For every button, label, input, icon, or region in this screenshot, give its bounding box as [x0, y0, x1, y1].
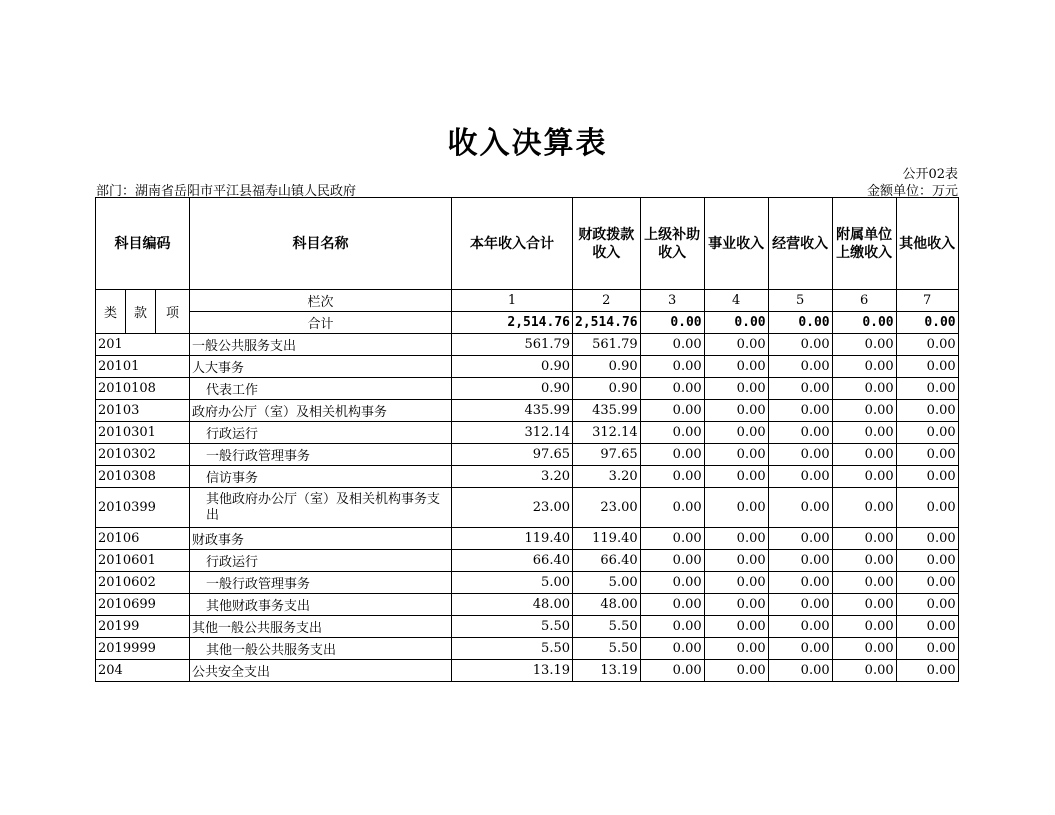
subject-name: 一般行政管理事务 — [190, 444, 452, 466]
header-name: 科目名称 — [190, 198, 452, 290]
amount-cell: 5.50 — [573, 616, 641, 638]
amount-cell: 312.14 — [452, 422, 573, 444]
column-number-row — [96, 290, 959, 312]
table-row — [96, 334, 959, 356]
amount-cell: 48.00 — [452, 594, 573, 616]
amount-cell: 0.00 — [896, 660, 958, 682]
amount-cell: 0.00 — [832, 594, 896, 616]
amount-cell: 312.14 — [573, 422, 641, 444]
header-fiscal: 财政拨款收入 — [573, 198, 641, 290]
amount-cell: 119.40 — [573, 528, 641, 550]
amount-cell: 0.00 — [704, 660, 768, 682]
amount-cell: 0.90 — [452, 356, 573, 378]
amount-cell: 0.00 — [832, 638, 896, 660]
amount-cell: 0.00 — [640, 356, 704, 378]
subject-code: 2010399 — [96, 488, 190, 528]
amount-cell: 0.00 — [896, 616, 958, 638]
amount-cell: 0.00 — [768, 572, 832, 594]
amount-cell: 0.90 — [573, 378, 641, 400]
amount-cell: 0.00 — [704, 528, 768, 550]
table-row — [96, 400, 959, 422]
amount-cell: 3.20 — [452, 466, 573, 488]
amount-cell: 0.00 — [832, 378, 896, 400]
header-kuan: 款 — [126, 290, 156, 334]
amount-cell: 0.00 — [640, 550, 704, 572]
amount-cell: 0.00 — [640, 660, 704, 682]
header-operating: 经营收入 — [768, 198, 832, 290]
amount-cell: 0.00 — [640, 616, 704, 638]
table-row — [96, 378, 959, 400]
header-code: 科目编码 — [96, 198, 190, 290]
form-number: 公开02表 — [902, 167, 958, 182]
subject-code: 20101 — [96, 356, 190, 378]
table-row — [96, 488, 959, 528]
amount-cell: 0.00 — [832, 466, 896, 488]
table-row — [96, 616, 959, 638]
amount-cell: 0.00 — [832, 572, 896, 594]
amount-cell: 97.65 — [452, 444, 573, 466]
amount-cell: 0.00 — [768, 638, 832, 660]
subject-name: 其他一般公共服务支出 — [190, 616, 452, 638]
subject-code: 2010108 — [96, 378, 190, 400]
amount-cell: 0.00 — [704, 400, 768, 422]
amount-cell: 0.00 — [768, 356, 832, 378]
table-row — [96, 572, 959, 594]
unit-label: 金额单位：万元 — [866, 184, 958, 199]
amount-cell: 0.00 — [704, 616, 768, 638]
total-value: 0.00 — [704, 312, 768, 334]
amount-cell: 0.00 — [896, 572, 958, 594]
header-superior: 上级补助收入 — [640, 198, 704, 290]
column-number: 1 — [452, 290, 573, 312]
amount-cell: 0.00 — [896, 638, 958, 660]
amount-cell: 5.50 — [452, 638, 573, 660]
subject-code: 2010302 — [96, 444, 190, 466]
amount-cell: 0.00 — [896, 400, 958, 422]
amount-cell: 0.00 — [704, 594, 768, 616]
amount-cell: 0.00 — [896, 334, 958, 356]
amount-cell: 0.00 — [640, 488, 704, 528]
amount-cell: 0.00 — [768, 616, 832, 638]
subject-name: 信访事务 — [190, 466, 452, 488]
table-row — [96, 444, 959, 466]
total-value: 0.00 — [896, 312, 958, 334]
subject-code: 201 — [96, 334, 190, 356]
total-value: 0.00 — [832, 312, 896, 334]
table-row — [96, 660, 959, 682]
amount-cell: 0.00 — [832, 660, 896, 682]
amount-cell: 0.00 — [704, 356, 768, 378]
subject-code: 204 — [96, 660, 190, 682]
amount-cell: 0.00 — [640, 638, 704, 660]
amount-cell: 0.00 — [896, 356, 958, 378]
subject-code: 2019999 — [96, 638, 190, 660]
subject-name: 财政事务 — [190, 528, 452, 550]
subject-code: 2010699 — [96, 594, 190, 616]
amount-cell: 0.00 — [704, 422, 768, 444]
amount-cell: 0.00 — [640, 466, 704, 488]
header-heji: 合计 — [190, 312, 452, 334]
amount-cell: 0.00 — [832, 616, 896, 638]
header-total: 本年收入合计 — [452, 198, 573, 290]
total-value: 2,514.76 — [573, 312, 641, 334]
amount-cell: 0.00 — [768, 594, 832, 616]
amount-cell: 435.99 — [573, 400, 641, 422]
subject-name: 其他财政事务支出 — [190, 594, 452, 616]
amount-cell: 119.40 — [452, 528, 573, 550]
table-row — [96, 594, 959, 616]
department-label: 部门：湖南省岳阳市平江县福寿山镇人民政府 — [96, 184, 357, 199]
table-row — [96, 356, 959, 378]
table-row — [96, 422, 959, 444]
table-row — [96, 528, 959, 550]
amount-cell: 0.00 — [896, 488, 958, 528]
amount-cell: 0.00 — [832, 422, 896, 444]
amount-cell: 66.40 — [573, 550, 641, 572]
subject-name: 人大事务 — [190, 356, 452, 378]
subject-name: 公共安全支出 — [190, 660, 452, 682]
column-number: 4 — [704, 290, 768, 312]
amount-cell: 0.00 — [896, 550, 958, 572]
subject-name: 行政运行 — [190, 550, 452, 572]
amount-cell: 0.00 — [896, 444, 958, 466]
subject-name: 其他一般公共服务支出 — [190, 638, 452, 660]
total-value: 2,514.76 — [452, 312, 573, 334]
amount-cell: 23.00 — [573, 488, 641, 528]
header-xiang: 项 — [156, 290, 190, 334]
amount-cell: 0.00 — [832, 334, 896, 356]
page-title: 收入决算表 — [447, 126, 608, 161]
amount-cell: 0.00 — [896, 378, 958, 400]
amount-cell: 48.00 — [573, 594, 641, 616]
table-row — [96, 550, 959, 572]
column-number: 6 — [832, 290, 896, 312]
amount-cell: 0.00 — [640, 528, 704, 550]
amount-cell: 0.00 — [832, 488, 896, 528]
amount-cell: 561.79 — [573, 334, 641, 356]
column-number: 5 — [768, 290, 832, 312]
amount-cell: 0.00 — [640, 422, 704, 444]
column-number: 3 — [640, 290, 704, 312]
header-business: 事业收入 — [704, 198, 768, 290]
amount-cell: 0.00 — [768, 660, 832, 682]
amount-cell: 0.00 — [896, 422, 958, 444]
table-row — [96, 466, 959, 488]
total-value: 0.00 — [768, 312, 832, 334]
subject-code: 2010601 — [96, 550, 190, 572]
amount-cell: 0.00 — [768, 334, 832, 356]
amount-cell: 0.00 — [704, 466, 768, 488]
amount-cell: 0.00 — [832, 528, 896, 550]
amount-cell: 0.00 — [640, 444, 704, 466]
amount-cell: 5.00 — [452, 572, 573, 594]
subject-code: 20106 — [96, 528, 190, 550]
amount-cell: 0.00 — [768, 528, 832, 550]
amount-cell: 0.00 — [704, 488, 768, 528]
subject-code: 2010301 — [96, 422, 190, 444]
amount-cell: 5.50 — [573, 638, 641, 660]
amount-cell: 0.00 — [704, 550, 768, 572]
total-value: 0.00 — [640, 312, 704, 334]
subject-name: 一般公共服务支出 — [190, 334, 452, 356]
income-statement-table — [95, 197, 959, 682]
amount-cell: 0.00 — [832, 356, 896, 378]
subject-name: 其他政府办公厅（室）及相关机构事务支出 — [190, 488, 452, 528]
amount-cell: 5.50 — [452, 616, 573, 638]
header-affiliated: 附属单位上缴收入 — [832, 198, 896, 290]
amount-cell: 23.00 — [452, 488, 573, 528]
column-number: 7 — [896, 290, 958, 312]
amount-cell: 0.00 — [832, 550, 896, 572]
amount-cell: 0.90 — [573, 356, 641, 378]
total-row — [96, 312, 959, 334]
amount-cell: 97.65 — [573, 444, 641, 466]
amount-cell: 0.00 — [768, 444, 832, 466]
subject-name: 行政运行 — [190, 422, 452, 444]
amount-cell: 0.00 — [704, 444, 768, 466]
header-lei: 类 — [96, 290, 126, 334]
amount-cell: 66.40 — [452, 550, 573, 572]
subject-name: 一般行政管理事务 — [190, 572, 452, 594]
amount-cell: 0.00 — [768, 550, 832, 572]
amount-cell: 0.00 — [896, 528, 958, 550]
amount-cell: 13.19 — [573, 660, 641, 682]
amount-cell: 0.00 — [768, 466, 832, 488]
header-lanci: 栏次 — [190, 290, 452, 312]
header-other: 其他收入 — [896, 198, 958, 290]
amount-cell: 13.19 — [452, 660, 573, 682]
amount-cell: 0.00 — [768, 488, 832, 528]
amount-cell: 5.00 — [573, 572, 641, 594]
amount-cell: 0.00 — [640, 378, 704, 400]
amount-cell: 0.00 — [640, 400, 704, 422]
amount-cell: 0.00 — [768, 378, 832, 400]
amount-cell: 0.00 — [704, 572, 768, 594]
subject-name: 代表工作 — [190, 378, 452, 400]
amount-cell: 0.00 — [704, 378, 768, 400]
amount-cell: 0.00 — [832, 400, 896, 422]
amount-cell: 435.99 — [452, 400, 573, 422]
amount-cell: 0.00 — [640, 334, 704, 356]
subject-code: 2010602 — [96, 572, 190, 594]
amount-cell: 0.90 — [452, 378, 573, 400]
subject-code: 20103 — [96, 400, 190, 422]
subject-code: 2010308 — [96, 466, 190, 488]
table-row — [96, 638, 959, 660]
subject-code: 20199 — [96, 616, 190, 638]
amount-cell: 0.00 — [704, 334, 768, 356]
amount-cell: 0.00 — [768, 422, 832, 444]
subject-name: 政府办公厅（室）及相关机构事务 — [190, 400, 452, 422]
amount-cell: 0.00 — [768, 400, 832, 422]
amount-cell: 0.00 — [896, 466, 958, 488]
amount-cell: 561.79 — [452, 334, 573, 356]
amount-cell: 0.00 — [896, 594, 958, 616]
column-number: 2 — [573, 290, 641, 312]
amount-cell: 0.00 — [640, 572, 704, 594]
amount-cell: 0.00 — [640, 594, 704, 616]
amount-cell: 0.00 — [832, 444, 896, 466]
amount-cell: 3.20 — [573, 466, 641, 488]
amount-cell: 0.00 — [704, 638, 768, 660]
